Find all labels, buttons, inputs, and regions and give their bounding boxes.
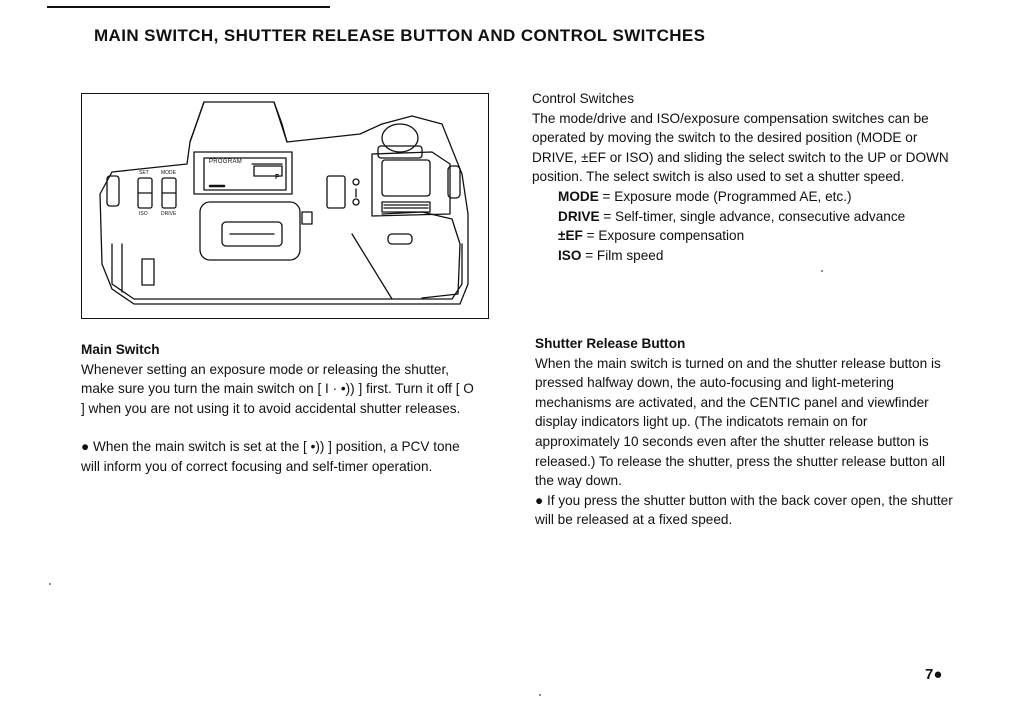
- def-drive: DRIVE = Self-timer, single advance, consecutive advance: [558, 208, 906, 224]
- def-iso: ISO = Film speed: [558, 247, 664, 263]
- label-set: SET: [139, 170, 149, 176]
- scan-speck: [49, 583, 51, 585]
- shutter-release-body: When the main switch is turned on and the shutter release button is pressed halfway down, the auto-focusing and light-metering mechanisms are activated, and the CENTIC panel and viewfinder display indicators light up. (The indicatots remain on for approximately 10 seconds even after the shutter release button is released.) To release the shutter, press the shutter release button all the way down.: [535, 355, 946, 489]
- main-switch-section: [81, 340, 481, 477]
- main-switch-note: ● When the main switch is set at the [ •)) ] position, a PCV tone will inform you of correct focusing and self-timer operation.: [81, 439, 460, 474]
- label-f: F: [275, 174, 280, 181]
- shutter-release-heading: Shutter Release Button: [535, 336, 686, 351]
- main-switch-paragraph: Whenever setting an exposure mode or releasing the shutter, make sure you turn the main switch on [ I · •)) ] first. Turn it off [ O ] when you are not using it to avoid accidental shutter releases.: [81, 361, 474, 416]
- shutter-release-section: [535, 334, 955, 530]
- page-title: MAIN SWITCH, SHUTTER RELEASE BUTTON AND CONTROL SWITCHES: [94, 26, 706, 45]
- label-iso: ISO: [139, 211, 148, 217]
- control-switches-body: The mode/drive and ISO/exposure compensation switches can be operated by moving the switch to the desired position (MODE or DRIVE, ±EF or ISO) and sliding the select switch to the UP or DOWN position. The select switch is also used to set a shutter speed.: [532, 110, 949, 185]
- def-mode: MODE = Exposure mode (Programmed AE, etc.): [558, 188, 852, 204]
- main-switch-heading: Main Switch: [81, 342, 160, 357]
- label-mode: MODE: [161, 170, 176, 176]
- page-number: 7●: [925, 666, 943, 683]
- scan-speck: [539, 694, 541, 696]
- label-program: PROGRAM: [209, 159, 243, 165]
- camera-drawing: [82, 94, 488, 318]
- shutter-release-note: ● If you press the shutter button with the back cover open, the shutter will be released at a fixed speed.: [535, 492, 953, 528]
- control-switches-heading: Control Switches: [532, 91, 634, 106]
- label-drive: DRIVE: [161, 211, 177, 217]
- control-switches-section: [532, 89, 952, 265]
- def-ef: ±EF = Exposure compensation: [558, 228, 745, 244]
- scan-speck: [821, 270, 823, 272]
- camera-top-illustration: [81, 93, 489, 319]
- top-rule: [47, 6, 330, 8]
